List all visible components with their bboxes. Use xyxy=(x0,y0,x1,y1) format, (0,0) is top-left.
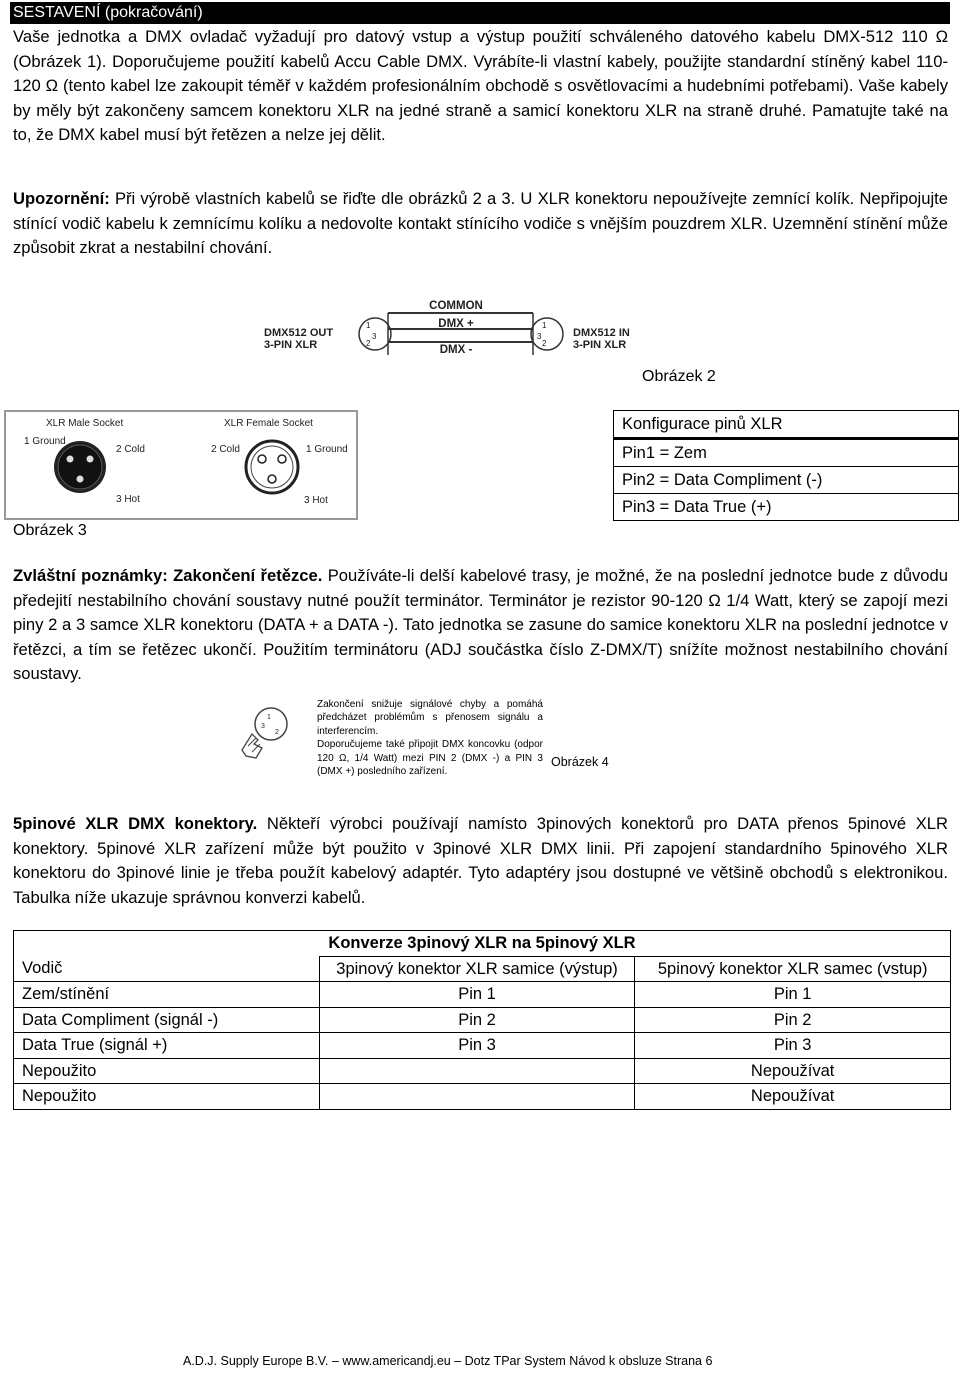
warning-text: Při výrobě vlastních kabelů se řiďte dle obrázků 2 a 3. U XLR konektoru nepoužívejte zemnící kolík. Nepřipojujte stínící vodič kabelu k zemnícímu kolíku a nedovolte kontakt stínícího vodiče s vnějším pouzdrem XLR. Uzemnění stínění může způsobit zkrat a nestabilní chování. xyxy=(13,189,948,258)
special-notes-text: Používáte-li delší kabelové trasy, je možné, že na poslední jednotce bude z důvodu předejití nestabilního chování soustavy nutné použít terminátor. Terminátor je rezistor 90-120 Ω 1/4 Watt, který se zapojí mezi piny 2 a 3 samce XLR konektoru (DATA + a DATA -). Tato jednotka se zasune do samice konektoru XLR na poslední jednotce v řetězci, a tím se řetězec ukončí. Použitím terminátoru (ADJ součástka číslo Z-DMX/T) snížíte možnost nestabilního chování soustavy. xyxy=(13,566,948,684)
special-notes-paragraph xyxy=(13,564,948,687)
pin-config-row: Pin2 = Data Compliment (-) xyxy=(614,467,959,494)
svg-text:3: 3 xyxy=(537,332,542,341)
intro-paragraph: Vaše jednotka a DMX ovladač vyžadují pro datový vstup a výstup použití schváleného datového kabelu DMX-512 110 Ω (Obrázek 1). Doporučujeme použití kabelů Accu Cable DMX. Vyrábíte-li vlastní kabely, použijte standardní stíněný kabel 110-120 Ω (tento kabel lze zakoupit téměř v každém profesionálním obchodě s osvětlovacími a hudebními potřebami). Vaše kabely by měly být zakončeny samcem konektoru XLR na jedné straně a samicí konektoru XLR na straně druhé. Pamatujte také na to, že DMX kabel musí být řetězen a nelze jej dělit. xyxy=(13,27,948,145)
figure4-note-2: Doporučujeme také připojit DMX koncovku (odpor 120 Ω, 1/4 Watt) mezi PIN 2 (DMX -) a PIN 3 (DMX +) posledního zařízení. xyxy=(317,739,543,778)
figure4-note-1: Zakončení snižuje signálové chyby a pomáhá předcházet problémům s přenosem signálu a interferencím. xyxy=(317,699,543,737)
dmx-out-label: DMX512 OUT xyxy=(264,327,334,339)
dmx-in-label: DMX512 IN xyxy=(573,327,630,339)
svg-text:1: 1 xyxy=(366,321,371,330)
special-notes-label: Zvláštní poznámky: Zakončení řetězce. xyxy=(13,566,323,585)
male-socket-title: XLR Male Socket xyxy=(46,418,124,429)
col-header-conductor: Vodič xyxy=(14,956,320,982)
dmx-plus-label: DMX + xyxy=(438,318,474,330)
table-row: Zem/stínění Pin 1 Pin 1 xyxy=(14,982,951,1008)
pin-config-row: Pin3 = Data True (+) xyxy=(614,494,959,521)
svg-text:3: 3 xyxy=(372,332,377,341)
table-row: Nepoužito Nepoužívat xyxy=(14,1084,951,1110)
dmx-in-sub: 3-PIN XLR xyxy=(573,339,627,351)
warning-label: Upozornění: xyxy=(13,189,110,208)
col-header-5pin: 5pinový konektor XLR samec (vstup) xyxy=(635,956,951,982)
warning-paragraph xyxy=(13,187,948,261)
svg-text:2 Cold: 2 Cold xyxy=(211,444,240,455)
col-header-3pin: 3pinový konektor XLR samice (výstup) xyxy=(319,956,635,982)
dmx-out-sub: 3-PIN XLR xyxy=(264,339,318,351)
svg-text:1 Ground: 1 Ground xyxy=(306,444,348,455)
figure4-note xyxy=(317,698,543,778)
table-row: Nepoužito Nepoužívat xyxy=(14,1058,951,1084)
svg-text:1: 1 xyxy=(542,321,547,330)
page-footer: A.D.J. Supply Europe B.V. – www.americandj.eu – Dotz TPar System Návod k obsluze Strana 6 xyxy=(183,1354,713,1368)
conversion-table xyxy=(13,930,951,1110)
svg-text:1 Ground: 1 Ground xyxy=(24,436,66,447)
section-header: SESTAVENÍ (pokračování) xyxy=(10,2,950,24)
svg-text:2 Cold: 2 Cold xyxy=(116,444,145,455)
figure3-caption: Obrázek 3 xyxy=(13,522,87,539)
svg-text:2: 2 xyxy=(366,339,371,348)
pin-config-table xyxy=(613,410,959,521)
pin-config-title: Konfigurace pinů XLR xyxy=(614,411,959,439)
fivepin-label: 5pinové XLR DMX konektory. xyxy=(13,814,258,833)
table-row: Data Compliment (signál -) Pin 2 Pin 2 xyxy=(14,1007,951,1033)
svg-text:3 Hot: 3 Hot xyxy=(116,494,140,505)
fivepin-paragraph xyxy=(13,812,948,910)
pin-config-row: Pin1 = Zem xyxy=(614,439,959,467)
table-row: Data True (signál +) Pin 3 Pin 3 xyxy=(14,1033,951,1059)
common-label: COMMON xyxy=(429,300,483,312)
figure2-caption: Obrázek 2 xyxy=(642,368,716,385)
terminator-icon xyxy=(234,700,296,762)
figure2-diagram xyxy=(258,293,642,361)
fivepin-text: Někteří výrobci používají namísto 3pinových konektorů pro DATA přenos 5pinové XLR konektory. 5pinové XLR zařízení může být použito v 3pinové XLR DMX linii. Při zapojení standardního 5pinového XLR konektoru do 3pinové linie je třeba použít kabelový adaptér. Tyto adaptéry jsou dostupné ve většině obchodů s elektronikou. Tabulka níže ukazuje správnou konverzi kabelů. xyxy=(13,814,948,907)
dmx-minus-label: DMX - xyxy=(439,344,473,356)
svg-text:1: 1 xyxy=(267,714,271,721)
in-connector-icon xyxy=(531,318,563,350)
svg-text:2: 2 xyxy=(542,339,547,348)
svg-text:3 Hot: 3 Hot xyxy=(304,495,328,506)
svg-text:3: 3 xyxy=(261,723,265,730)
figure3-diagram xyxy=(4,410,358,520)
figure4-caption: Obrázek 4 xyxy=(551,755,609,769)
svg-text:2: 2 xyxy=(275,729,279,736)
female-socket-title: XLR Female Socket xyxy=(224,418,313,429)
conversion-title: Konverze 3pinový XLR na 5pinový XLR xyxy=(14,931,951,957)
